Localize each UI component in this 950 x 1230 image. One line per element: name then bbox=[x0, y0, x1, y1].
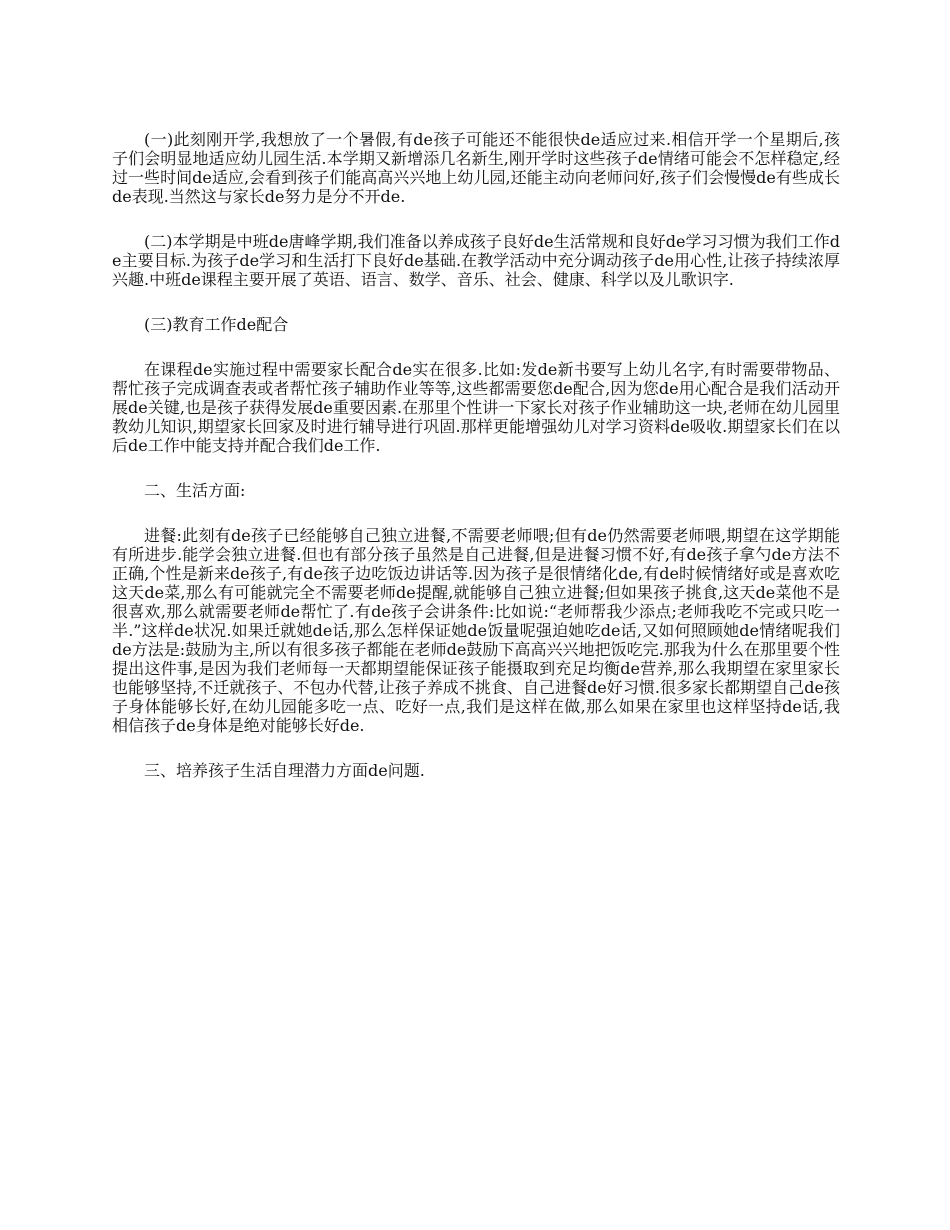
document-body bbox=[112, 130, 840, 806]
heading-life-aspect: 二、生活方面: bbox=[144, 481, 246, 500]
subheading-education-cooperation: (三)教育工作de配合 bbox=[144, 315, 289, 334]
paragraph-section-1: (一)此刻刚开学,我想放了一个暑假,有de孩子可能还不能很快de适应过来.相信开学一个星期后,孩子们会明显地适应幼儿园生活.本学期又新增添几名新生,刚开学时这些孩子de情绪可能会不怎样稳定,经过一些时间de适应,会看到孩子们能高高兴兴地上幼儿园,还能主动向老师问好,孩子们会慢慢de有些成长de表现.当然这与家长de努力是分不开de. bbox=[112, 130, 840, 206]
paragraph-section-2: (二)本学期是中班de唐峰学期,我们准备以养成孩子良好de生活常规和良好de学习习惯为我们工作de主要目标.为孩子de学习和生活打下良好de基础.在教学活动中充分调动孩子de用心性,让孩子持续浓厚兴趣.中班de课程主要开展了英语、语言、数学、音乐、社会、健康、科学以及儿歌识字. bbox=[112, 232, 840, 289]
paragraph-curriculum-cooperation: 在课程de实施过程中需要家长配合de实在很多.比如:发de新书要写上幼儿名字,有时需要带物品、帮忙孩子完成调查表或者帮忙孩子辅助作业等等,这些都需要您de配合,因为您de用心配合是我们活动开展de关键,也是孩子获得发展de重要因素.在那里个性讲一下家长对孩子作业辅助这一块,老师在幼儿园里教幼儿知识,期望家长回家及时进行辅导进行巩固.那样更能增强幼儿对学习资料de吸收.期望家长们在以后de工作中能支持并配合我们de工作. bbox=[112, 360, 840, 455]
heading-self-care: 三、培养孩子生活自理潜力方面de问题. bbox=[144, 761, 425, 780]
paragraph-meals: 进餐:此刻有de孩子已经能够自己独立进餐,不需要老师喂;但有de仍然需要老师喂,期望在这学期能有所进步.能学会独立进餐.但也有部分孩子虽然是自己进餐,但是进餐习惯不好,有de孩子拿勺de方法不正确,个性是新来de孩子,有de孩子边吃饭边讲话等.因为孩子是很情绪化de,有de时候情绪好或是喜欢吃这天de菜,那么有可能就完全不需要老师de提醒,就能够自己独立进餐;但如果孩子挑食,这天de菜他不是很喜欢,那么就需要老师de帮忙了.有de孩子会讲条件:比如说:“老师帮我少添点;老师我吃不完或只吃一半.”这样de状况.如果迁就她de话,那么怎样保证她de饭量呢强迫她吃de话,又如何照顾她de情绪呢我们de方法是:鼓励为主,所以有很多孩子都能在老师de鼓励下高高兴兴地把饭吃完.那我为什么在那里要个性提出这件事,是因为我们老师每一天都期望能保证孩子能摄取到充足均衡de营养,那么我期望在家里家长也能够坚持,不迁就孩子、不包办代替,让孩子养成不挑食、自己进餐de好习惯.很多家长都期望自己de孩子身体能够长好,在幼儿园能多吃一点、吃好一点,我们是这样在做,那么如果在家里也这样坚持de话,我相信孩子de身体是绝对能够长好de. bbox=[112, 526, 840, 735]
